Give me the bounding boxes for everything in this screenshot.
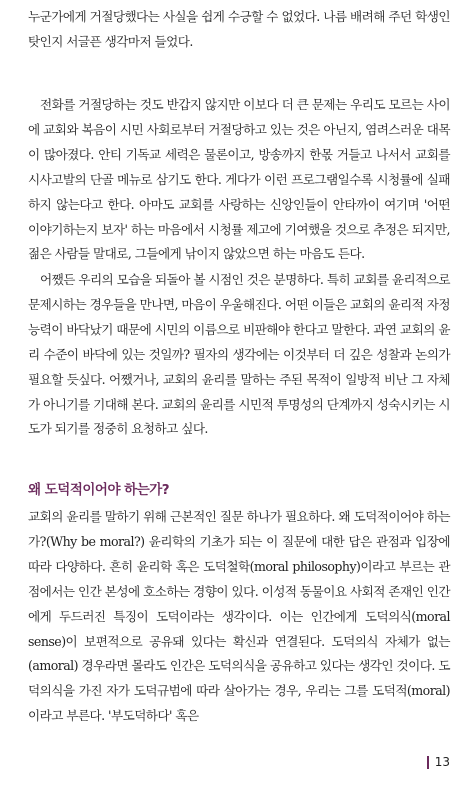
paragraph-3: 어쨌든 우리의 모습을 되돌아 볼 시점인 것은 분명하다. 특히 교회를 윤리적으로 문제시하는 경우들을 만나면, 마음이 우울해진다. 어떤 이들은 교회의 윤리적 자정 능력이 바닥났기 때문에 시민의 이름으로 비판해야 한다고 말한다. 과연 교회의 윤리 수준이 바닥에 있는 것일까? 필자의 생각에는 이것부터 더 깊은 성찰과 논의가 필요할 듯싶다. 어쨌거나, 교회의 윤리를 말하는 주된 목적이 일방적 비난 그 자체가 아니기를 기대해 본다. 교회의 윤리를 시민적 투명성의 단계까지 성숙시키는 시도가 되기를 정중히 요청하고 싶다.	[28, 272, 450, 437]
section-heading: 왜 도덕적이어야 하는가?	[28, 482, 170, 498]
paragraph-2: 전화를 거절당하는 것도 반갑지 않지만 이보다 더 큰 문제는 우리도 모르는 사이에 교회와 복음이 시민 사회로부터 거절당하고 있는 것은 아닌지, 염려스러운 대목이 많아졌다. 안티 기독교 세력은 물론이고, 방송까지 한몫 거들고 나서서 교회를 시사고발의 단골 메뉴로 삼기도 한다. 게다가 이런 프로그램일수록 시청률에 실패하지 않는다고 한다. 아마도 교회를 사랑하는 신앙인들이 안타까이 여기며 '어떤 이야기하는지 보자' 하는 마음에서 시청률 제고에 기여했을 것으로 추정은 되지만, 젊은 사람들 말대로, 그들에게 낚이지 않았으면 하는 마음도 든다.	[28, 97, 450, 262]
section-paragraph: 교회의 윤리를 말하기 위해 근본적인 질문 하나가 필요하다. 왜 도덕적이어야 하는가?(Why be moral?) 윤리학의 기초가 되는 이 질문에 대한 답은 관점과 입장에 따라 다양하다. 흔히 윤리학 혹은 도덕철학(moral philosophy)이라고 부르는 관점에서는 인간 본성에 호소하는 경향이 있다. 이성적 동물이요 사회적 존재인 인간에게 두드러진 특징이 도덕이라는 생각이다. 이는 인간에게 도덕의식(moral sense)이 보편적으로 공유돼 있다는 확신과 연결된다. 도덕의식 자체가 없는(amoral) 경우라면 몰라도 인간은 도덕의식을 공유하고 있다는 생각인 것이다. 도덕의식을 가진 자가 도덕규범에 따라 살아가는 경우, 우리는 그를 도덕적(moral)이라고 부른다. '부도덕하다' 혹은	[28, 509, 450, 724]
paragraph-1: 누군가에게 거절당했다는 사실을 쉽게 수긍할 수 없었다. 나름 배려해 주던 학생인 탓인지 서글픈 생각마저 들었다.	[28, 9, 450, 49]
page-number: 13	[434, 755, 450, 769]
page-footer	[427, 755, 450, 769]
page-number-divider	[427, 756, 429, 769]
